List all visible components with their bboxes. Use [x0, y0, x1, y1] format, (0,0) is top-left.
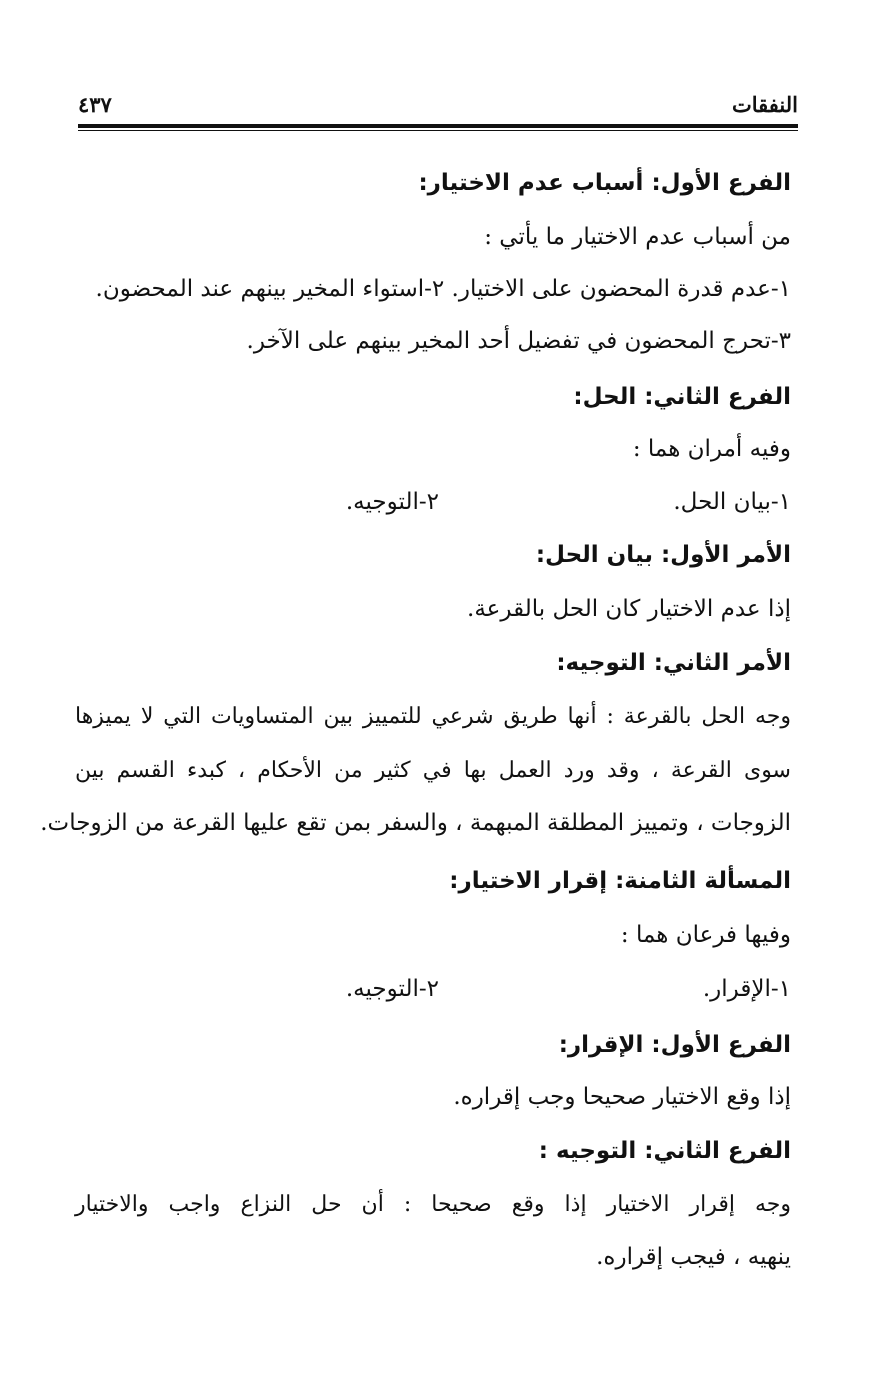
- section-heading: الأمر الثاني: التوجيه:: [556, 650, 791, 676]
- section-heading: المسألة الثامنة: إقرار الاختيار:: [449, 868, 791, 894]
- list-item: ١-الإقرار.: [702, 976, 791, 1002]
- section-heading: الفرع الأول: أسباب عدم الاختيار:: [418, 170, 791, 196]
- header-rule-thick: [78, 124, 798, 128]
- list-item: ١-عدم قدرة المحضون على الاختيار. ٢-استواء المخير بينهم عند المحضون.: [95, 276, 791, 302]
- paragraph: وفيها فرعان هما :: [620, 922, 791, 948]
- list-item: ٢-التوجيه.: [345, 489, 439, 515]
- paragraph: من أسباب عدم الاختيار ما يأتي :: [484, 224, 791, 250]
- section-heading: الفرع الثاني: الحل:: [573, 384, 791, 410]
- header-rule-thin: [78, 130, 798, 131]
- paragraph-line: سوى القرعة ، وقد ورد العمل بها في كثير من الأحكام ، كبدء القسم بين: [75, 758, 791, 783]
- paragraph-line: الزوجات ، وتمييز المطلقة المبهمة ، والسفر بمن تقع عليها القرعة من الزوجات.: [40, 810, 791, 836]
- paragraph: إذا عدم الاختيار كان الحل بالقرعة.: [467, 596, 791, 622]
- section-heading: الأمر الأول: بيان الحل:: [535, 542, 791, 568]
- list-item: ١-بيان الحل.: [673, 489, 791, 515]
- section-heading: الفرع الثاني: التوجيه :: [538, 1138, 791, 1164]
- list-item: ٢-التوجيه.: [345, 976, 439, 1002]
- list-item: ٣-تحرج المحضون في تفضيل أحد المخير بينهم على الآخر.: [246, 328, 791, 354]
- page-number: ٤٣٧: [78, 92, 112, 117]
- section-heading: الفرع الأول: الإقرار:: [558, 1032, 791, 1058]
- paragraph: إذا وقع الاختيار صحيحا وجب إقراره.: [453, 1084, 791, 1110]
- paragraph: وفيه أمران هما :: [632, 436, 791, 462]
- paragraph-line: وجه الحل بالقرعة : أنها طريق شرعي للتمييز بين المتساويات التي لا يميزها: [75, 704, 791, 729]
- chapter-title: النفقات: [732, 92, 798, 117]
- paragraph-line: ينهيه ، فيجب إقراره.: [596, 1244, 791, 1270]
- paragraph-line: وجه إقرار الاختيار إذا وقع صحيحا : أن حل النزاع واجب والاختيار: [75, 1192, 791, 1217]
- running-header: [78, 92, 798, 122]
